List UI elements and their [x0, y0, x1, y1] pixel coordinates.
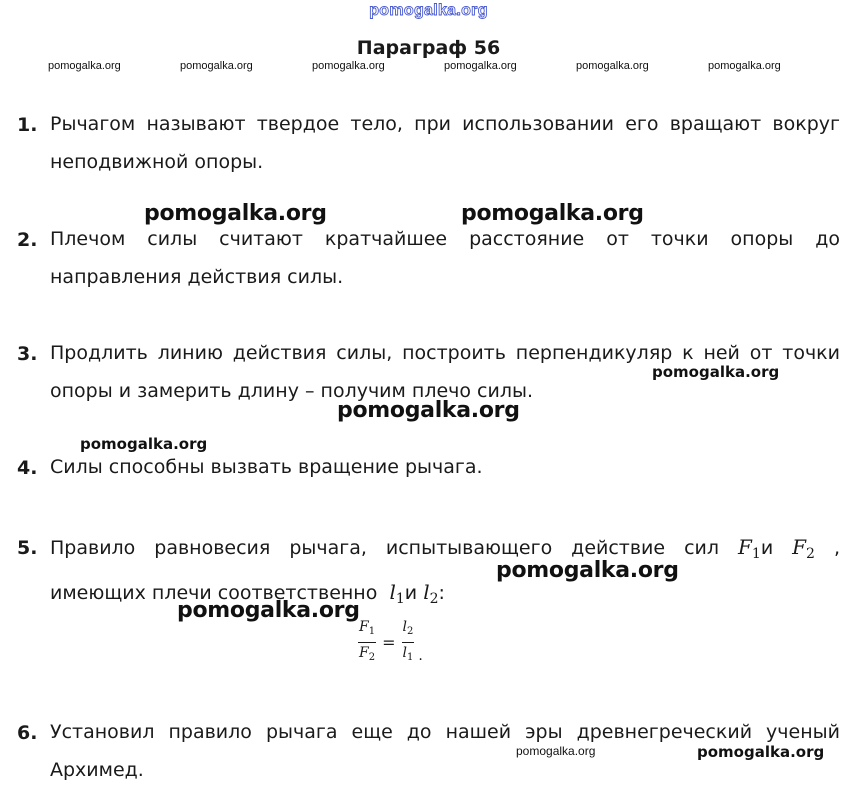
item-3-number: 3.	[17, 343, 38, 365]
lever-formula	[358, 617, 423, 668]
item-6-number: 6.	[17, 722, 38, 744]
arm-l1: $l_1$	[389, 580, 405, 607]
formula-rhs-fraction: $\frac{l_2}{l_1}$	[402, 619, 414, 663]
watermark-big-5: pomogalka.org	[177, 598, 360, 623]
item-1-number: 1.	[17, 114, 38, 136]
item-3-line-1: Продлить линию действия силы, построить перпендикуляр к ней от точки	[50, 342, 840, 364]
item-4-number: 4.	[17, 457, 38, 479]
header-watermark-1: pomogalka.org	[48, 60, 121, 72]
watermark-mid-2: pomogalka.org	[80, 435, 208, 453]
item-4-text	[50, 448, 840, 486]
and-word-1: и	[760, 537, 774, 559]
force-f1: $F_1$	[738, 535, 761, 562]
watermark-mid-1: pomogalka.org	[652, 363, 780, 381]
and-word-2: и	[404, 582, 418, 604]
item-5-number: 5.	[17, 537, 38, 559]
item-2-line-2: направления действия силы.	[50, 266, 344, 288]
item-3-line-2: опоры и замерить длину – получим плечо силы.	[50, 380, 534, 402]
page-title: Параграф 56	[356, 37, 501, 59]
header-watermark-6: pomogalka.org	[708, 60, 781, 72]
item-6-line-1: Установил правило рычага еще до нашей эры древнегреческий ученый	[50, 721, 840, 743]
top-watermark: pomogalka.org	[369, 2, 488, 19]
item-1-line-2: неподвижной опоры.	[50, 151, 264, 173]
item-1-text	[50, 105, 840, 181]
watermark-big-2: pomogalka.org	[461, 201, 644, 226]
watermark-big-4: pomogalka.org	[496, 558, 679, 583]
colon: :	[438, 582, 445, 604]
comma: ,	[833, 537, 840, 559]
formula-dot: .	[418, 648, 423, 664]
watermark-mid-3: pomogalka.org	[697, 743, 825, 761]
header-watermark-4: pomogalka.org	[444, 60, 517, 72]
force-f2: $F_2$	[792, 535, 815, 562]
item-5-text	[50, 528, 840, 618]
item-6-line-2: Архимед.	[50, 759, 144, 781]
item-5-line-2	[50, 573, 840, 618]
item-2-number: 2.	[17, 229, 38, 251]
watermark-big-3: pomogalka.org	[337, 398, 520, 423]
watermark-small-bottom: pomogalka.org	[516, 744, 596, 758]
arm-l2: $l_2$	[423, 580, 439, 607]
header-watermark-2: pomogalka.org	[180, 60, 253, 72]
item-5-line-2-text: имеющих плечи соответственно	[50, 582, 378, 604]
item-1-line-1: Рычагом называют твердое тело, при использовании его вращают вокруг	[50, 113, 840, 135]
header-watermark-5: pomogalka.org	[576, 60, 649, 72]
item-2-line-1: Плечом силы считают кратчайшее расстояние от точки опоры до	[50, 228, 840, 250]
watermark-big-1: pomogalka.org	[144, 201, 327, 226]
formula-equals: =	[382, 633, 396, 652]
header-watermark-3: pomogalka.org	[312, 60, 385, 72]
item-5-line-1-text: Правило равновесия рычага, испытывающего действие сил	[50, 537, 720, 559]
item-2-text	[50, 220, 840, 296]
item-4-line-1: Силы способны вызвать вращение рычага.	[50, 456, 483, 478]
formula-lhs-fraction: $\frac{F_1}{F_2}$	[359, 619, 376, 663]
item-5-line-1	[50, 528, 840, 573]
